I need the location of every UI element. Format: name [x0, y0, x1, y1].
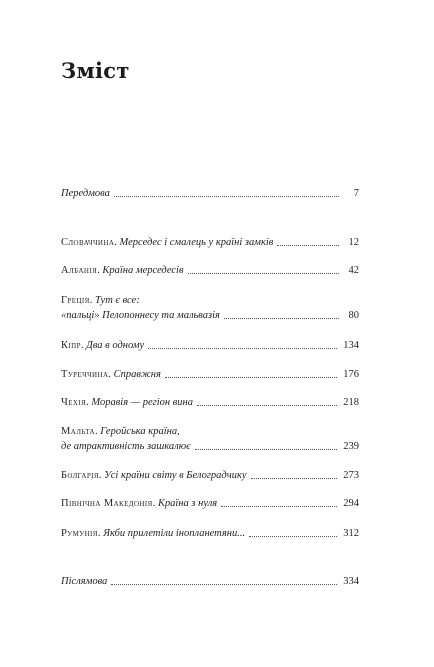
dot-leader: [195, 449, 338, 450]
toc-entry-title: Післямова: [61, 576, 108, 587]
toc-entry-title-line2: «пальці» Пелопоннесу та мальвазія: [61, 310, 220, 321]
toc-country: Чехія: [61, 397, 87, 408]
toc-entry-text: Північна Македонія. Країна з нуля: [61, 498, 218, 509]
toc-page-number: 334: [343, 576, 359, 587]
toc-page-number: 176: [343, 369, 359, 380]
toc-entry-albania[interactable]: [61, 263, 359, 278]
toc-country: Північна Македонія: [61, 498, 153, 509]
toc-country: Туреччина: [61, 369, 109, 380]
toc-entry-text: Словаччина. Мерседес і смалець у країні замків: [61, 237, 274, 248]
dot-leader: [111, 584, 337, 585]
toc-entry-title: Передмова: [61, 188, 110, 199]
dot-leader: [221, 506, 337, 507]
toc-page-number: 294: [343, 498, 359, 509]
toc-entry-text: Туреччина. Справжня: [61, 369, 161, 380]
toc-entry-czechia[interactable]: [61, 395, 359, 410]
toc-entry-title: Країна з нуля: [157, 498, 218, 509]
toc-entry-title: Країна мерседесів: [102, 265, 184, 276]
toc-entry-title-line2: де атрактивність зашкалює: [61, 441, 191, 452]
dot-leader: [249, 536, 337, 537]
toc-country: Греція: [61, 295, 90, 306]
dot-leader: [114, 196, 339, 197]
toc-country: Румунія: [61, 528, 98, 539]
dot-leader: [197, 405, 337, 406]
toc-entry-turkey[interactable]: [61, 367, 359, 382]
toc-entry-bulgaria[interactable]: [61, 468, 359, 483]
toc-entry-text: Мальта. Геройська країна, де атрактивність зашкалює: [61, 426, 191, 452]
toc-entry-title: Моравія — регіон вина: [91, 397, 193, 408]
toc-page-number: 134: [343, 340, 359, 351]
toc-country: Кіпр: [61, 340, 81, 351]
toc-entry-title: Мерседес і смалець у країні замків: [119, 237, 274, 248]
toc-page-number: 239: [343, 441, 359, 452]
toc-page-number: 12: [348, 237, 359, 248]
dot-leader: [224, 318, 339, 319]
toc-country: Мальта: [61, 426, 96, 437]
toc-entry-text: Болгарія. Усі країни світу в Белоградчику: [61, 470, 247, 481]
toc-page-number: 273: [343, 470, 359, 481]
toc-page-number: 80: [348, 310, 359, 321]
toc-entry-text: Албанія. Країна мерседесів: [61, 265, 184, 276]
toc-page-number: 7: [353, 188, 359, 199]
toc-country: Болгарія: [61, 470, 99, 481]
toc-country: Словаччина: [61, 237, 115, 248]
dot-leader: [165, 377, 337, 378]
toc-entry-cyprus[interactable]: [61, 338, 359, 353]
toc-entry-title: Два в одному: [86, 340, 145, 351]
toc-entry-greece[interactable]: [61, 293, 359, 323]
toc-page-number: 218: [343, 397, 359, 408]
toc-page-number: 312: [343, 528, 359, 539]
toc-entry-text: Румунія. Якби прилетіли інопланетяни...: [61, 528, 246, 539]
dot-leader: [188, 273, 339, 274]
dot-leader: [251, 478, 338, 479]
toc-entry-text: Чехія. Моравія — регіон вина: [61, 397, 193, 408]
toc-entry-afterword[interactable]: [61, 574, 359, 589]
toc-entry-text: Греція. Тут є все: «пальці» Пелопоннесу та мальвазія: [61, 295, 220, 321]
dot-leader: [148, 348, 337, 349]
toc-entry-text: Кіпр. Два в одному: [61, 340, 145, 351]
toc-entry-title-line1: Геройська країна,: [100, 426, 180, 437]
toc-entry-title-line1: Тут є все:: [94, 295, 140, 306]
dot-leader: [277, 245, 339, 246]
page-title: Зміст: [61, 58, 130, 83]
toc-country: Албанія: [61, 265, 98, 276]
toc-page-number: 42: [348, 265, 359, 276]
toc-entry-title: Усі країни світу в Белоградчику: [104, 470, 247, 481]
toc-entry-title: Якби прилетіли інопланетяни...: [103, 528, 246, 539]
toc-entry-title: Справжня: [113, 369, 161, 380]
toc-entry-north-macedonia[interactable]: [61, 496, 359, 511]
toc-entry-romania[interactable]: [61, 526, 359, 541]
toc-entry-slovakia[interactable]: [61, 235, 359, 250]
toc-entry-preface[interactable]: [61, 186, 359, 201]
toc-entry-malta[interactable]: [61, 424, 359, 454]
